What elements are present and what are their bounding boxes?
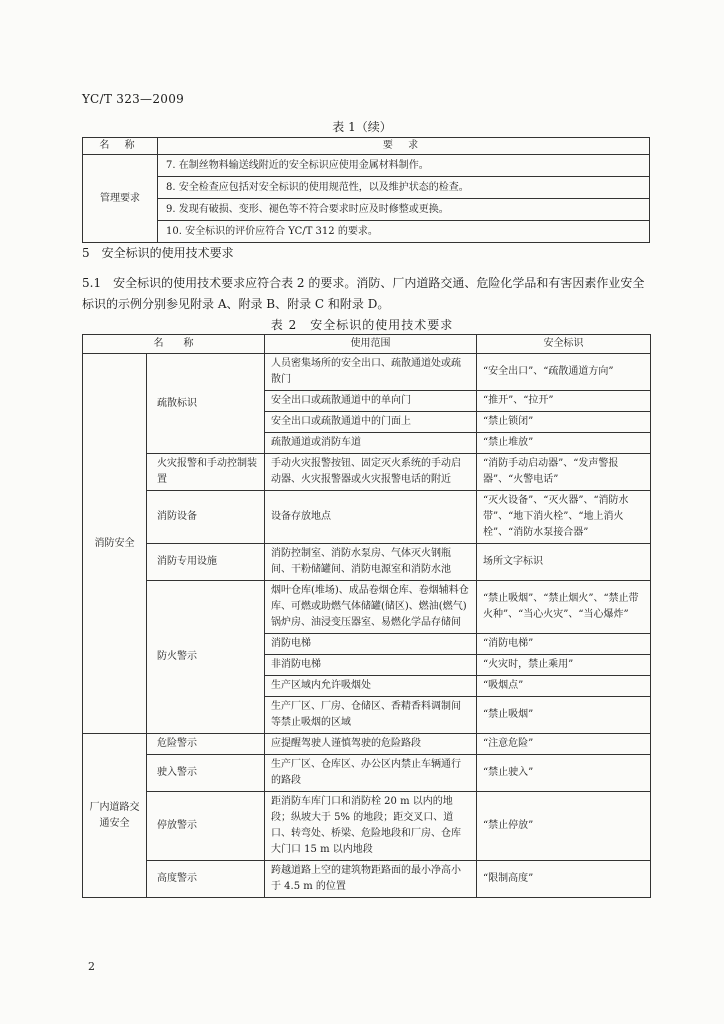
- table2-header-sign: 安全标识: [477, 335, 651, 354]
- safety-sign: “禁止吸烟”、“禁止烟火”、“禁止带火种”、“当心火灾”、“当心爆炸”: [477, 581, 651, 634]
- safety-sign: “消防电梯”: [477, 634, 651, 655]
- usage-range: 烟叶仓库(堆场)、成品卷烟仓库、卷烟辅料仓库、可燃或助燃气体储罐(储区)、燃油(燃气)锅炉房、油浸变压器室、易燃化学品存储间: [265, 581, 477, 634]
- subcategory: 高度警示: [147, 861, 265, 898]
- safety-sign: “安全出口”、“疏散通道方向”: [477, 354, 651, 391]
- safety-sign: “禁止锁闭”: [477, 412, 651, 433]
- usage-range: 人员密集场所的安全出口、疏散通道处或疏散门: [265, 354, 477, 391]
- safety-sign: “禁止停放”: [477, 792, 651, 861]
- usage-range: 距消防车库门口和消防栓 20 m 以内的地段；纵坡大于 5% 的地段；距交叉口、道口、转弯处、桥梁、危险地段和厂房、仓库大门口 15 m 以内地段: [265, 792, 477, 861]
- subcategory: 疏散标识: [147, 354, 265, 454]
- section-heading: 5 安全标识的使用技术要求: [82, 246, 234, 260]
- subcategory: 消防专用设施: [147, 544, 265, 581]
- usage-range: 生产区域内允许吸烟处: [265, 676, 477, 697]
- usage-range: 跨越道路上空的建筑物距路面的最小净高小于 4.5 m 的位置: [265, 861, 477, 898]
- safety-sign: “火灾时，禁止乘用”: [477, 655, 651, 676]
- table1-item: 9. 发现有破损、变形、褪色等不符合要求时应及时修整或更换。: [158, 199, 650, 221]
- safety-sign: “灭火设备”、“灭火器”、“消防水带”、“地下消火栓”、“地上消火栓”、“消防水泵接合器”: [477, 491, 651, 544]
- category-road-traffic: 厂内道路交通安全: [83, 734, 147, 898]
- document-code: YC/T 323—2009: [82, 92, 185, 106]
- usage-range: 消防电梯: [265, 634, 477, 655]
- category-fire-safety: 消防安全: [83, 354, 147, 734]
- subcategory: 危险警示: [147, 734, 265, 755]
- safety-sign: “禁止吸烟”: [477, 697, 651, 734]
- usage-range: 非消防电梯: [265, 655, 477, 676]
- table1-item: 10. 安全标识的评价应符合 YC/T 312 的要求。: [158, 221, 650, 243]
- safety-sign: “禁止堆放”: [477, 433, 651, 454]
- page-number: 2: [88, 960, 95, 973]
- usage-range: 应提醒驾驶人谨慎驾驶的危险路段: [265, 734, 477, 755]
- subcategory: 消防设备: [147, 491, 265, 544]
- safety-sign: “推开”、“拉开”: [477, 391, 651, 412]
- subcategory: 防火警示: [147, 581, 265, 734]
- table1-item: 7. 在制丝物料输送线附近的安全标识应使用金属材料制作。: [158, 155, 650, 177]
- usage-range: 生产厂区、仓库区、办公区内禁止车辆通行的路段: [265, 755, 477, 792]
- table2-header-range: 使用范围: [265, 335, 477, 354]
- table1-caption: 表 1（续）: [332, 120, 392, 134]
- safety-sign: “禁止驶入”: [477, 755, 651, 792]
- usage-range: 设备存放地点: [265, 491, 477, 544]
- usage-range: 安全出口或疏散通道中的单向门: [265, 391, 477, 412]
- safety-sign: “注意危险”: [477, 734, 651, 755]
- safety-sign: “消防手动启动器”、“发声警报器”、“火警电话”: [477, 454, 651, 491]
- table1-header-name: 名 称: [83, 138, 158, 155]
- table1: [82, 137, 650, 243]
- subcategory: 火灾报警和手动控制装置: [147, 454, 265, 491]
- usage-range: 手动火灾报警按钮、固定灭火系统的手动启动器、火灾报警器或火灾报警电话的附近: [265, 454, 477, 491]
- safety-sign: “限制高度”: [477, 861, 651, 898]
- table2-caption: 表 2 安全标识的使用技术要求: [270, 318, 454, 332]
- usage-range: 疏散通道或消防车道: [265, 433, 477, 454]
- table1-header-requirement: 要 求: [158, 138, 650, 155]
- usage-range: 消防控制室、消防水泵房、气体灭火钢瓶间、干粉储罐间、消防电源室和消防水池: [265, 544, 477, 581]
- table1-item: 8. 安全检查应包括对安全标识的使用规范性，以及维护状态的检查。: [158, 177, 650, 199]
- safety-sign: “吸烟点”: [477, 676, 651, 697]
- usage-range: 生产厂区、厂房、仓储区、香精香料调制间等禁止吸烟的区域: [265, 697, 477, 734]
- safety-sign: 场所文字标识: [477, 544, 651, 581]
- table2-header-name: 名 称: [83, 335, 265, 354]
- table2: [82, 334, 651, 898]
- subcategory: 停放警示: [147, 792, 265, 861]
- subcategory: 驶入警示: [147, 755, 265, 792]
- paragraph-5-1: 5.1 安全标识的使用技术要求应符合表 2 的要求。消防、厂内道路交通、危险化学品和有害因素作业安全标识的示例分别参见附录 A、附录 B、附录 C 和附录 D。: [82, 276, 645, 311]
- usage-range: 安全出口或疏散通道中的门面上: [265, 412, 477, 433]
- table1-row-name: 管理要求: [83, 155, 158, 243]
